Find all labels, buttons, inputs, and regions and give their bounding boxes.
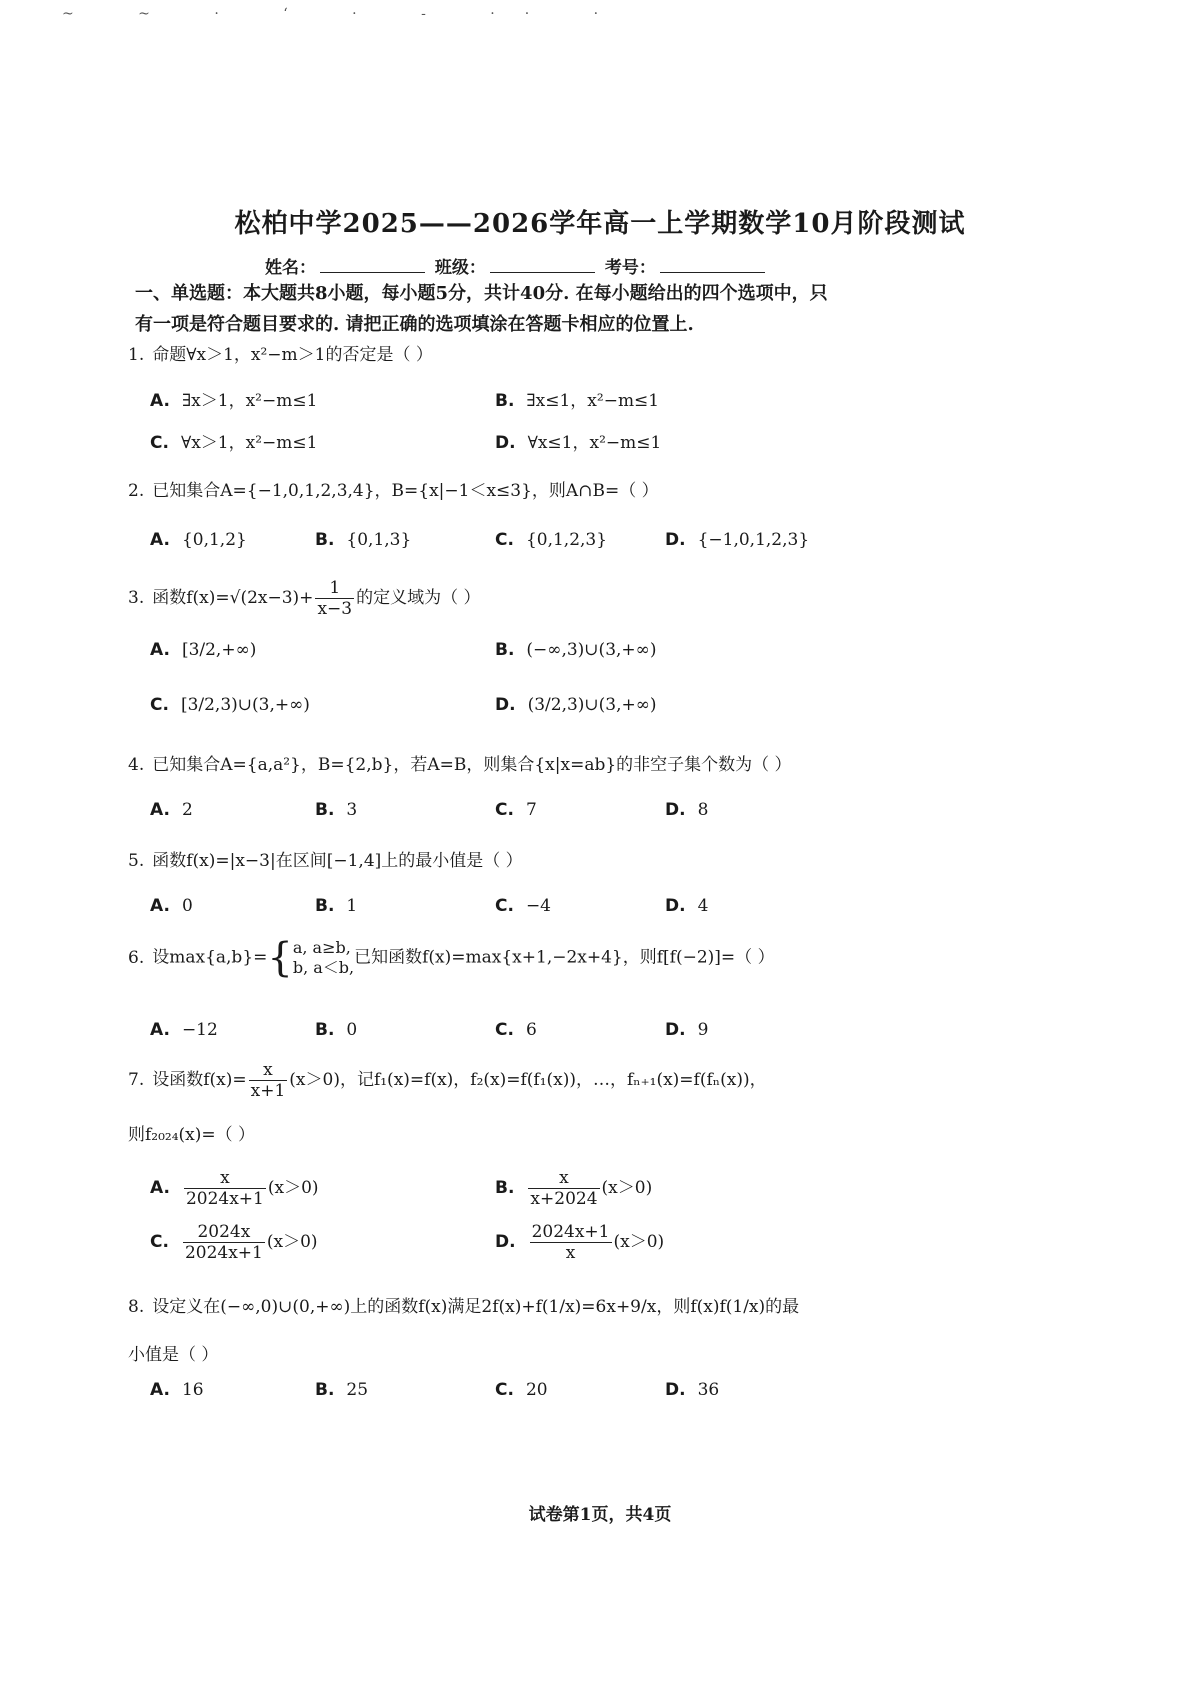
q6-option-a: A. −12	[150, 1020, 218, 1040]
q1-option-a: A. ∃x＞1，x²−m≤1	[150, 391, 318, 411]
question-4-stem: 4. 已知集合A={a,a²}，B={2,b}，若A=B，则集合{x|x=ab}的非空子集个数为（ ）	[128, 755, 792, 775]
scan-specks: ~ ~ · ‘ · - ·· ·	[62, 6, 629, 22]
page-title: 松柏中学2025——2026学年高一上学期数学10月阶段测试	[234, 209, 966, 239]
q1-option-d: D. ∀x≤1，x²−m≤1	[495, 433, 662, 453]
q8-option-a: A. 16	[150, 1380, 204, 1400]
q6-cases: a, a≥b, b, a＜b,	[292, 938, 355, 977]
question-2-stem: 2. 已知集合A={−1,0,1,2,3,4}，B={x|−1＜x≤3}，则A∩B=（ ）	[128, 481, 659, 501]
q7-option-d: D. $\frac{2024x+1}{x}$ (x＞0)	[495, 1222, 665, 1263]
question-3-stem: 3. 函数f(x)=√(2x−3)+ $\frac{1}{x-3}$ 的定义域为（ ）	[128, 578, 481, 619]
q3-fraction: $\frac{1}{x-3}$	[317, 578, 353, 619]
q7-option-b: B. $\frac{x}{x+2024}$ (x＞0)	[495, 1168, 653, 1209]
q2-option-b: B. {0,1,3}	[315, 530, 412, 550]
q2-option-d: D. {−1,0,1,2,3}	[665, 530, 810, 550]
class-blank[interactable]	[490, 258, 595, 273]
class-label: 班级：	[434, 258, 486, 278]
name-label: 姓名：	[265, 258, 316, 278]
question-8-stem-line2: 小值是（ ）	[128, 1345, 219, 1365]
q5-option-a: A. 0	[150, 896, 193, 916]
q8-option-b: B. 25	[315, 1380, 369, 1400]
q4-option-b: B. 3	[315, 800, 358, 820]
question-1-stem: 1. 命题∀x＞1，x²−m＞1的否定是（ ）	[128, 345, 433, 365]
q1-option-c: C. ∀x＞1，x²−m≤1	[150, 433, 318, 453]
question-7-stem: 7. 设函数f(x)= $\frac{x}{x+1}$ (x＞0)，记f₁(x)=f(x)，f₂(x)=f(f₁(x))，…，fₙ₊₁(x)=f(fₙ(x))，	[128, 1060, 767, 1101]
q8-option-d: D. 36	[665, 1380, 720, 1400]
q7-fraction: $\frac{x}{x+1}$	[250, 1060, 286, 1101]
page-footer: 试卷第1页，共4页	[528, 1505, 672, 1525]
q3-option-b: B. (−∞,3)∪(3,+∞)	[495, 640, 657, 660]
question-6-stem: 6. 设max{a,b}={ a, a≥b, b, a＜b, 已知函数f(x)=max{x+1,−2x+4}，则f[f(−2)]=（ ）	[128, 935, 775, 981]
question-8-stem: 8. 设定义在(−∞,0)∪(0,+∞)上的函数f(x)满足2f(x)+f(1/x)=6x+9/x，则f(x)f(1/x)的最	[128, 1297, 800, 1317]
q7-option-c: C. $\frac{2024x}{2024x+1}$ (x＞0)	[150, 1222, 318, 1263]
q5-option-c: C. −4	[495, 896, 551, 916]
exam-no-label: 考号：	[604, 258, 656, 278]
q6-option-b: B. 0	[315, 1020, 358, 1040]
q6-left-brace: {	[267, 935, 293, 981]
q8-option-c: C. 20	[495, 1380, 548, 1400]
q6-option-d: D. 9	[665, 1020, 709, 1040]
section-intro-line1: 一、单选题：本大题共8小题，每小题5分，共计40分. 在每小题给出的四个选项中，只	[135, 283, 828, 304]
q4-option-c: C. 7	[495, 800, 537, 820]
q4-option-a: A. 2	[150, 800, 193, 820]
exam-no-blank[interactable]	[660, 258, 765, 273]
q2-option-c: C. {0,1,2,3}	[495, 530, 608, 550]
q6-option-c: C. 6	[495, 1020, 537, 1040]
q7-option-a: A. $\frac{x}{2024x+1}$ (x＞0)	[150, 1168, 319, 1209]
q4-option-d: D. 8	[665, 800, 709, 820]
question-7-stem-line2: 则f₂₀₂₄(x)=（ ）	[128, 1125, 256, 1145]
q3-option-a: A. [3/2,+∞)	[150, 640, 257, 660]
q5-option-b: B. 1	[315, 896, 358, 916]
name-blank[interactable]	[320, 258, 425, 273]
q3-option-c: C. [3/2,3)∪(3,+∞)	[150, 695, 310, 715]
q3-option-d: D. (3/2,3)∪(3,+∞)	[495, 695, 657, 715]
q5-option-d: D. 4	[665, 896, 709, 916]
student-info-line	[265, 253, 769, 278]
q2-option-a: A. {0,1,2}	[150, 530, 247, 550]
question-5-stem: 5. 函数f(x)=|x−3|在区间[−1,4]上的最小值是（ ）	[128, 851, 523, 871]
section-intro-line2: 有一项是符合题目要求的. 请把正确的选项填涂在答题卡相应的位置上.	[135, 314, 694, 335]
q1-option-b: B. ∃x≤1，x²−m≤1	[495, 391, 660, 411]
section-intro	[135, 278, 1095, 340]
